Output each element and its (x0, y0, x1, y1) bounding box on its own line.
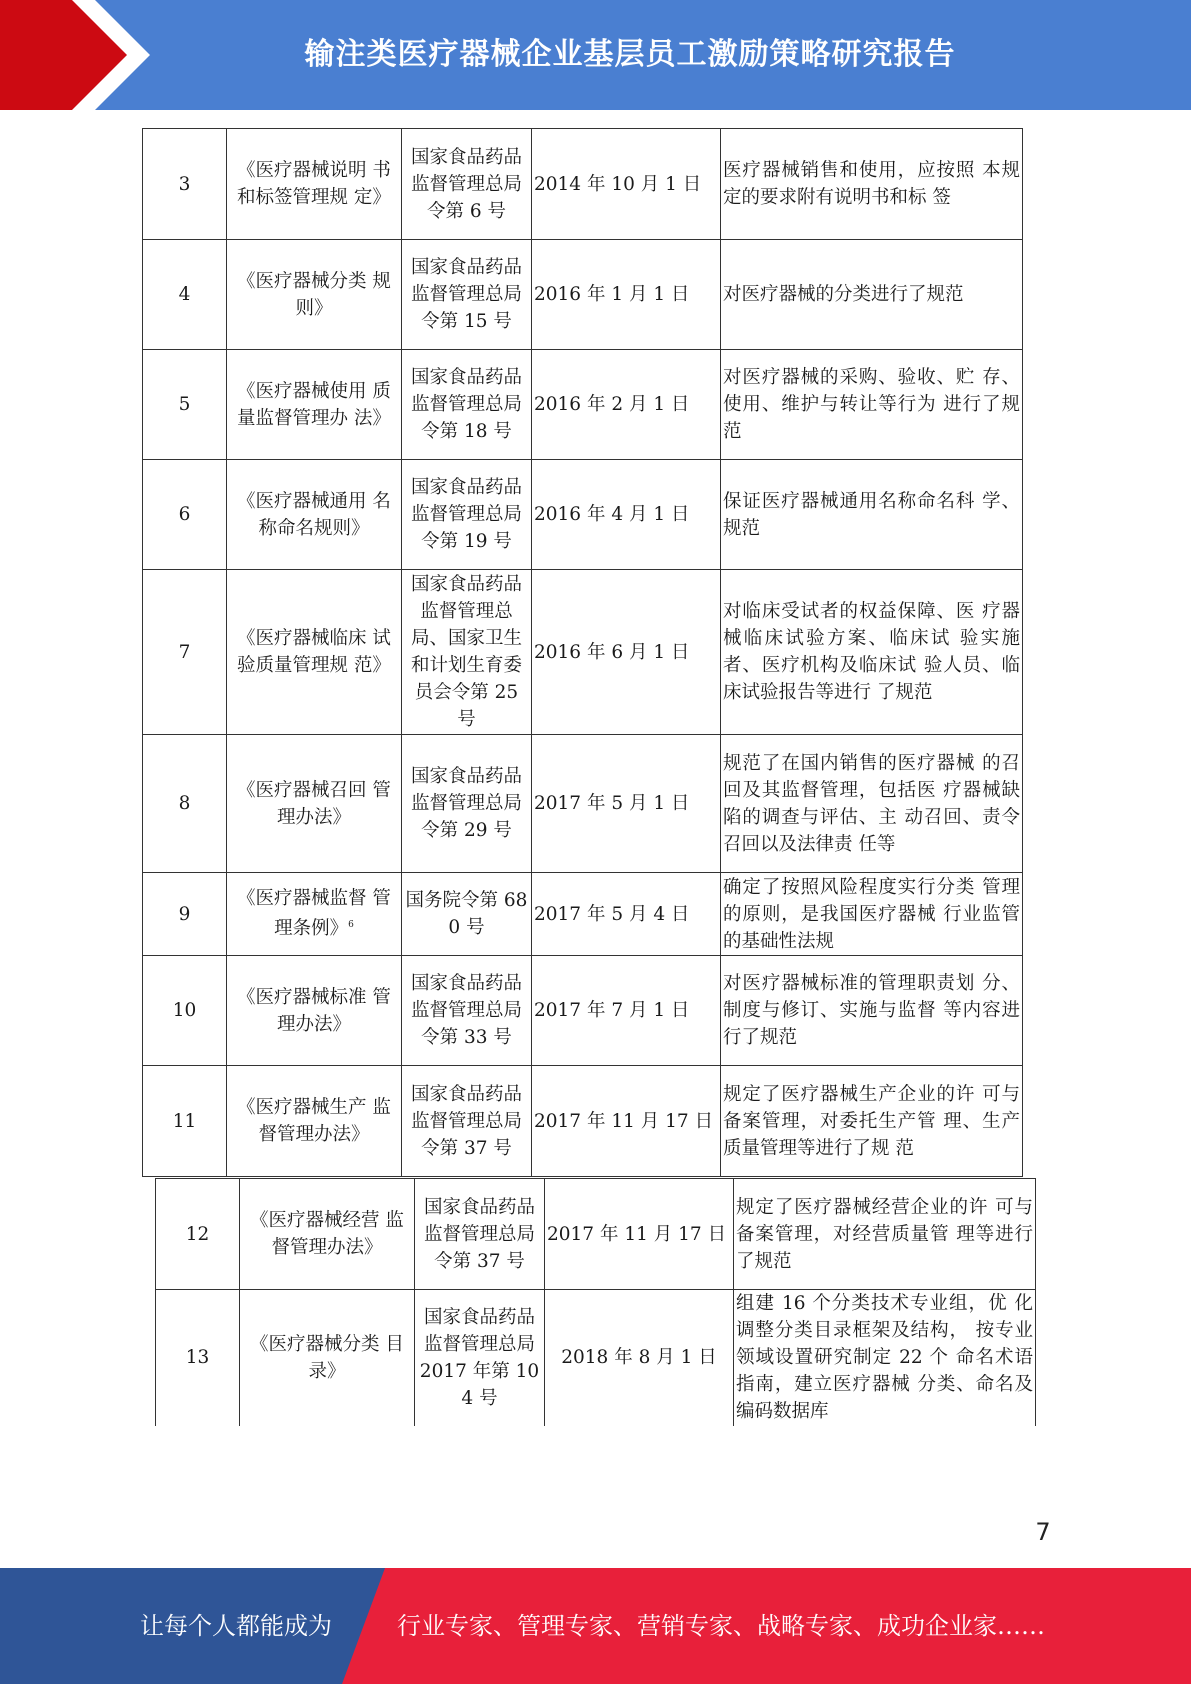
table-row (143, 460, 1023, 570)
regulation-table-continued (155, 1178, 1036, 1426)
regulation-name (227, 873, 402, 956)
regulation-name: 《医疗器械分类 规则》 (227, 240, 402, 350)
regulation-description: 保证医疗器械通用名称命名科 学、规范 (721, 460, 1023, 570)
regulation-description: 规定了医疗器械经营企业的许 可与备案管理，对经营质量管 理等进行了规范 (734, 1179, 1036, 1290)
footnote-mark: 6 (348, 920, 354, 931)
regulation-name: 《医疗器械说明 书和标签管理规 定》 (227, 129, 402, 240)
page-header (0, 0, 1191, 110)
row-number: 12 (156, 1179, 240, 1290)
regulation-description: 对医疗器械的分类进行了规范 (721, 240, 1023, 350)
page-number: 7 (1035, 1518, 1051, 1546)
footer-slogan-lead: 让每个人都能成为 (140, 1612, 332, 1640)
regulation-name: 《医疗器械生产 监督管理办法》 (227, 1066, 402, 1177)
effective-date: 2017 年 7 月 1 日 (532, 956, 721, 1066)
effective-date: 2016 年 1 月 1 日 (532, 240, 721, 350)
issuing-order: 国家食品药品监督管理总局令第 18 号 (402, 350, 532, 460)
effective-date: 2016 年 4 月 1 日 (532, 460, 721, 570)
regulation-name: 《医疗器械经营 监督管理办法》 (240, 1179, 415, 1290)
row-number: 8 (143, 735, 227, 873)
regulation-name: 《医疗器械使用 质量监督管理办 法》 (227, 350, 402, 460)
effective-date: 2016 年 2 月 1 日 (532, 350, 721, 460)
effective-date: 2017 年 5 月 4 日 (532, 873, 721, 956)
row-number: 11 (143, 1066, 227, 1177)
table-row (143, 1066, 1023, 1177)
issuing-order: 国家食品药品监督管理总局令第 37 号 (402, 1066, 532, 1177)
regulation-name: 《医疗器械标准 管理办法》 (227, 956, 402, 1066)
regulation-description: 规范了在国内销售的医疗器械 的召回及其监督管理，包括医 疗器械缺陷的调查与评估、主 动召回、责令召回以及法律责 任等 (721, 735, 1023, 873)
row-number: 10 (143, 956, 227, 1066)
effective-date: 2017 年 11 月 17 日 (545, 1179, 734, 1290)
regulation-name: 《医疗器械通用 名称命名规则》 (227, 460, 402, 570)
regulation-name: 《医疗器械临床 试验质量管理规 范》 (227, 570, 402, 735)
regulation-table (142, 128, 1023, 1177)
issuing-order: 国家食品药品监督管理总局令第 33 号 (402, 956, 532, 1066)
issuing-order: 国家食品药品监督管理总局令第 37 号 (415, 1179, 545, 1290)
table-row (143, 129, 1023, 240)
row-number: 3 (143, 129, 227, 240)
issuing-order: 国务院令第 680 号 (402, 873, 532, 956)
table-row (143, 240, 1023, 350)
row-number: 9 (143, 873, 227, 956)
regulation-name: 《医疗器械召回 管理办法》 (227, 735, 402, 873)
table-row (143, 735, 1023, 873)
regulation-description: 医疗器械销售和使用，应按照 本规定的要求附有说明书和标 签 (721, 129, 1023, 240)
page-footer (0, 1568, 1191, 1684)
issuing-order: 国家食品药品监督管理总局令第 15 号 (402, 240, 532, 350)
issuing-order: 国家食品药品监督管理总局令第 29 号 (402, 735, 532, 873)
effective-date: 2017 年 5 月 1 日 (532, 735, 721, 873)
row-number: 4 (143, 240, 227, 350)
regulation-description: 对临床受试者的权益保障、医 疗器械临床试验方案、临床试 验实施者、医疗机构及临床试 验人员、临床试验报告等进行 了规范 (721, 570, 1023, 735)
table-row (156, 1179, 1036, 1290)
row-number: 5 (143, 350, 227, 460)
row-number: 7 (143, 570, 227, 735)
regulation-description: 对医疗器械标准的管理职责划 分、制度与修订、实施与监督 等内容进行了规范 (721, 956, 1023, 1066)
table-row (143, 350, 1023, 460)
regulation-description: 规定了医疗器械生产企业的许 可与备案管理，对委托生产管 理、生产质量管理等进行了规 范 (721, 1066, 1023, 1177)
effective-date: 2017 年 11 月 17 日 (532, 1066, 721, 1177)
footer-slogan-roles: 行业专家、管理专家、营销专家、战略专家、成功企业家…… (397, 1612, 1045, 1640)
regulation-name: 《医疗器械分类 目录》 (240, 1290, 415, 1426)
document-title: 输注类医疗器械企业基层员工激励策略研究报告 (304, 37, 956, 72)
table-row (143, 956, 1023, 1066)
effective-date: 2018 年 8 月 1 日 (545, 1290, 734, 1426)
regulation-description: 对医疗器械的采购、验收、贮 存、使用、维护与转让等行为 进行了规范 (721, 350, 1023, 460)
issuing-order: 国家食品药品监督管理总局 2017 年第 104 号 (415, 1290, 545, 1426)
regulation-description: 确定了按照风险程度实行分类 管理的原则，是我国医疗器械 行业监管的基础性法规 (721, 873, 1023, 956)
table-row (143, 873, 1023, 956)
issuing-order: 国家食品药品监督管理总局、国家卫生和计划生育委员会令第 25 号 (402, 570, 532, 735)
regulation-description: 组建 16 个分类技术专业组，优 化调整分类目录框架及结构， 按专业领域设置研究制定 22 个 命名术语指南，建立医疗器械 分类、命名及编码数据库 (734, 1290, 1036, 1426)
row-number: 6 (143, 460, 227, 570)
row-number: 13 (156, 1290, 240, 1426)
issuing-order: 国家食品药品监督管理总局令第 19 号 (402, 460, 532, 570)
effective-date: 2016 年 6 月 1 日 (532, 570, 721, 735)
regulation-name-text: 《医疗器械监督 管理条例》 (237, 888, 391, 940)
issuing-order: 国家食品药品监督管理总局令第 6 号 (402, 129, 532, 240)
effective-date: 2014 年 10 月 1 日 (532, 129, 721, 240)
table-row (156, 1290, 1036, 1426)
table-row (143, 570, 1023, 735)
